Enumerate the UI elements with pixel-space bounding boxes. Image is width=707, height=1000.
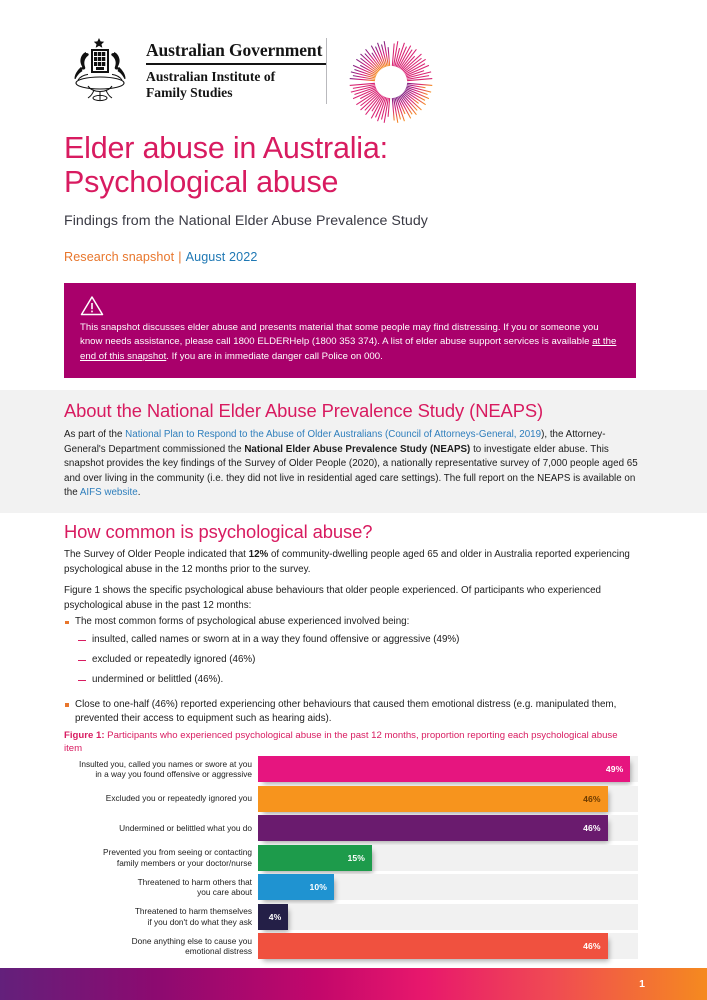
chart-value-label: 46% [583, 793, 601, 804]
chart-value-label: 15% [347, 852, 365, 863]
chart-bar [258, 874, 334, 900]
how-common-paragraph-2: Figure 1 shows the specific psychological abuse behaviours that older people experienced. Of participants who experienced psychological abuse in the past 12 months: [64, 585, 601, 611]
bullet-item: Close to one-half (46%) reported experiencing other behaviours that caused them emotional distress (e.g. manipulated them, prevented their access to equipment such as hearing aids). [64, 698, 642, 727]
how-common-paragraph-1 [64, 548, 638, 577]
sub-bullet-item: insulted, called names or sworn at in a way they found offensive or aggressive (49%) [64, 633, 642, 648]
page-number: 1 [639, 978, 645, 990]
sub-bullet-item: excluded or repeatedly ignored (46%) [64, 653, 642, 668]
chart-value-label: 49% [605, 764, 624, 774]
figure-1-bar-chart [64, 756, 638, 963]
content-warning-text [80, 321, 620, 364]
chart-track [258, 904, 638, 930]
chart-bar [258, 815, 608, 841]
chart-bar [258, 756, 630, 782]
chart-track [258, 786, 638, 812]
chart-bar [258, 904, 288, 930]
publication-meta [64, 250, 257, 264]
page-footer [0, 968, 707, 1000]
content-warning-banner [64, 283, 636, 378]
about-section-heading: About the National Elder Abuse Prevalence Study (NEAPS) [64, 400, 544, 421]
how-common-heading: How common is psychological abuse? [64, 521, 373, 542]
chart-value-label: 10% [309, 882, 327, 892]
title-line-1: Elder abuse in Australia: [64, 131, 388, 165]
government-logo-lockup [64, 36, 326, 104]
warning-triangle-icon [80, 295, 104, 316]
gov-line-2b: Family Studies [146, 84, 233, 100]
aifs-website-link[interactable]: AIFS website [79, 487, 138, 499]
australian-coat-of-arms-icon [64, 36, 136, 104]
chart-bar [258, 933, 608, 959]
chart-category-label: Excluded you or repeatedly ignored you [105, 793, 252, 804]
chart-row [64, 874, 638, 900]
aifs-sunburst-icon [345, 36, 437, 128]
about-text-c: to investigate elder abuse. This snapshot provides the key findings of the Survey of Older People (2020), a nationally representative survey of 7,000 people aged 65 and over living in the community (i.e. they did not live in residential aged care settings). The full report on the NEAPS is available on the [64, 443, 638, 499]
chart-category-label: Threatened to harm others that you care about [137, 876, 252, 897]
title-line-2: Psychological abuse [64, 165, 339, 199]
page-title [64, 131, 664, 199]
chart-value-label: 46% [583, 941, 601, 951]
chart-row [64, 933, 638, 959]
findings-bullet-list [64, 615, 642, 730]
gov-line-1: Australian Government [146, 40, 323, 60]
chart-category-label: Insulted you, called you names or swore at you in a way you found offensive or aggressive [79, 758, 252, 779]
chart-row [64, 845, 638, 871]
p1-text-a: The Survey of Older People indicated that [64, 549, 249, 560]
chart-row [64, 815, 638, 841]
chart-value-label: 4% [268, 911, 282, 922]
chart-track [258, 756, 638, 782]
chart-bar [258, 786, 608, 812]
logo-divider [326, 38, 327, 104]
chart-row [64, 786, 638, 812]
national-plan-link[interactable]: National Plan to Respond to the Abuse of Older Australians (Council of Attorneys-General, 2019 [125, 429, 542, 440]
publication-date: August 2022 [185, 250, 258, 264]
about-section-paragraph [64, 428, 638, 501]
figure-caption-text: Participants who experienced psychological abuse in the past 12 months, proportion reporting each psychological abuse item [64, 730, 618, 754]
chart-row [64, 904, 638, 930]
page-subtitle: Findings from the National Elder Abuse Prevalence Study [64, 213, 428, 229]
chart-category-label: Threatened to harm themselves if you don't do what they ask [134, 906, 252, 927]
warning-text-part-2: . If you are in immediate danger call Police on 000. [166, 350, 383, 362]
figure-caption [64, 729, 638, 755]
sub-bullet-item: undermined or belittled (46%). [64, 673, 642, 688]
government-wordmark [146, 36, 326, 101]
chart-row [64, 756, 638, 782]
about-text-a: As part of the [64, 429, 126, 440]
chart-track [258, 933, 638, 959]
figure-label: Figure 1: [64, 730, 105, 741]
gov-line-2a: Australian Institute of [146, 68, 276, 84]
chart-bar [258, 845, 372, 871]
neaps-bold-term: National Elder Abuse Prevalence Study (NEAPS) [244, 443, 471, 455]
meta-separator: | [178, 250, 182, 264]
chart-value-label: 46% [583, 823, 601, 833]
chart-category-label: Done anything else to cause you emotional distress [131, 935, 252, 956]
bullet-item: The most common forms of psychological abuse experienced involved being: [64, 615, 642, 630]
publication-kind: Research snapshot [64, 250, 175, 264]
chart-category-label: Undermined or belittled what you do [119, 822, 252, 833]
about-text-b: ), the Attorney-General's Department commissioned the [64, 429, 606, 455]
p1-stat: 12% [248, 549, 269, 560]
warning-inline-link[interactable]: at the end of this snapshot [80, 336, 617, 362]
gov-rule [146, 63, 326, 65]
chart-category-label: Prevented you from seeing or contacting family members or your doctor/nurse [103, 847, 252, 868]
chart-track [258, 874, 638, 900]
warning-text-part-1: This snapshot discusses elder abuse and presents material that some people may find distressing. If you or someone you know needs assistance, please call 1800 ELDERHelp (1800 353 374). A list of elder abuse support services is available [80, 322, 599, 348]
chart-track [258, 815, 638, 841]
p1-text-b: of community-dwelling people aged 65 and older in Australia reported experiencing psychological abuse in the 12 months prior to the survey. [64, 549, 630, 575]
about-text-d: . [137, 487, 141, 499]
chart-track [258, 845, 638, 871]
